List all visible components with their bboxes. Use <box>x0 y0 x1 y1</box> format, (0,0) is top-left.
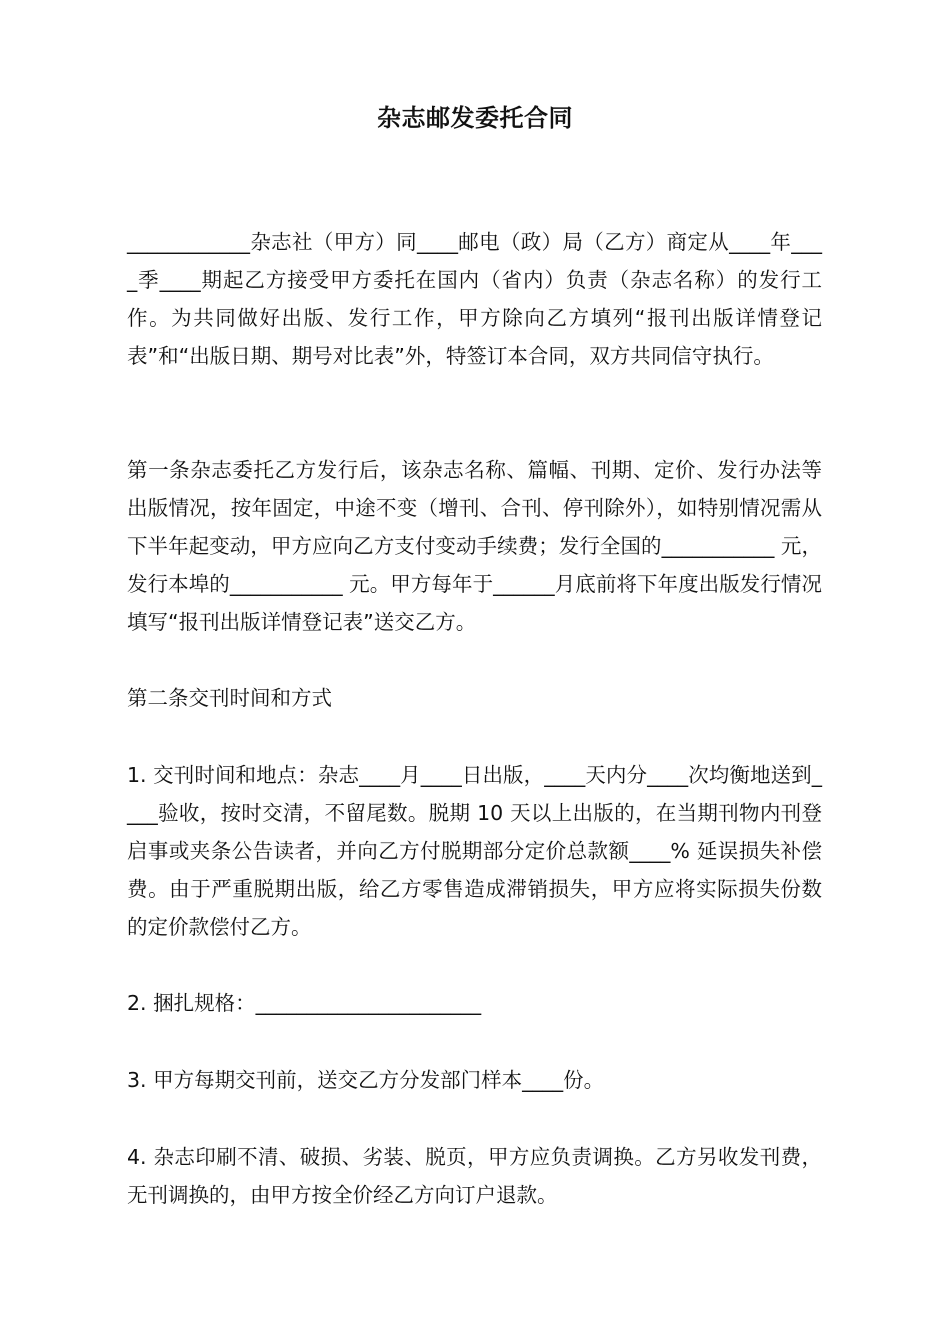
article-2-item-4: 4. 杂志印刷不清、破损、劣装、脱页，甲方应负责调换。乙方另收发刊费，无刊调换的，由甲方按全价经乙方向订户退款。 <box>127 1145 822 1207</box>
article-2-heading: 第二条交刊时间和方式 <box>127 686 332 710</box>
article-1-paragraph: 第一条杂志委托乙方发行后，该杂志名称、篇幅、刊期、定价、发行办法等出版情况，按年固定，中途不变（增刊、合刊、停刊除外），如特别情况需从下半年起变动，甲方应向乙方支付变动手续费；发行全国的___________ 元，发行本埠的___________ 元。甲方每年于______月底前将下年度出版发行情况填写“报刊出版详情登记表”送交乙方。 <box>127 458 822 634</box>
intro-paragraph: ____________杂志社（甲方）同____邮电（政）局（乙方）商定从____年____季____期起乙方接受甲方委托在国内（省内）负责（杂志名称）的发行工作。为共同做好出版、发行工作，甲方除向乙方填列“报刊出版详情登记表”和“出版日期、期号对比表”外，特签订本合同，双方共同信守执行。 <box>127 230 822 368</box>
article-2-item-3: 3. 甲方每期交刊前，送交乙方分发部门样本____份。 <box>127 1068 605 1092</box>
article-2-item-2: 2. 捆扎规格：______________________ <box>127 991 482 1015</box>
document-title: 杂志邮发委托合同 <box>377 104 573 132</box>
article-2-item-1: 1. 交刊时间和地点：杂志____月____日出版，____天内分____次均衡地送到____验收，按时交清，不留尾数。脱期 10 天以上出版的，在当期刊物内刊登启事或夹条公告读者，并向乙方付脱期部分定价总款额____% 延误损失补偿费。由于严重脱期出版，给乙方零售造成滞销损失，甲方应将实际损失份数的定价款偿付乙方。 <box>127 763 822 939</box>
